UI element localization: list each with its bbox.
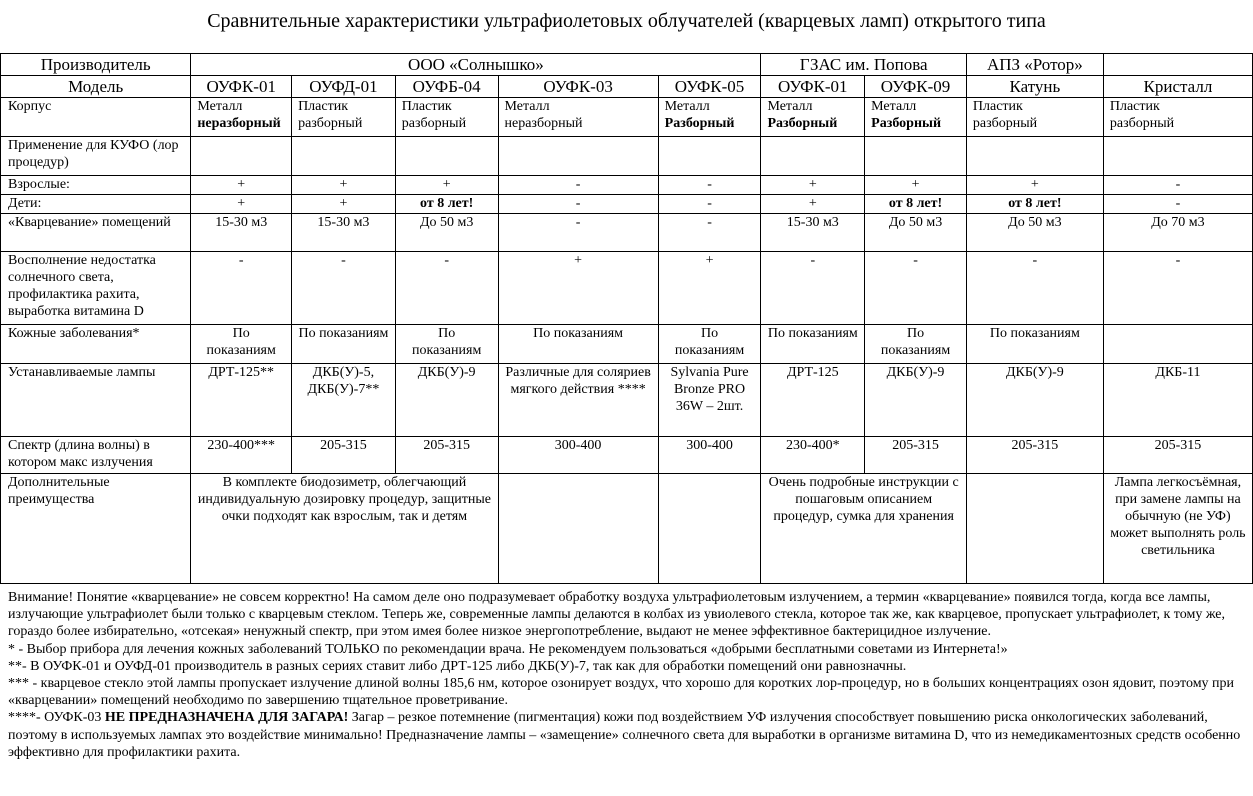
adults-cell: +: [966, 176, 1103, 195]
spectrum-cell: 300-400: [658, 437, 761, 474]
kufo-row: [1, 137, 1253, 176]
quartz-cell: 15-30 м3: [191, 214, 292, 252]
quartz-row: [1, 214, 1253, 252]
skin-row: [1, 325, 1253, 364]
adults-cell: -: [1103, 176, 1252, 195]
footnote-3: *** - кварцевое стекло этой лампы пропускает излучение длиной волны 185,6 нм, которое озонирует воздух, что хорошо для коротких лор-процедур, но в больших концентрациях озон ядовит, поэтому при «кварцевании» помещений необходимо по завершению тщательное проветривание.: [8, 676, 1235, 709]
korpus-cell: Металл Разборный: [865, 98, 967, 137]
spectrum-cell: 205-315: [865, 437, 967, 474]
model-row: [1, 76, 1253, 98]
adults-cell: +: [191, 176, 292, 195]
model-name: ОУФК-01: [191, 76, 292, 98]
quartz-cell: До 50 м3: [966, 214, 1103, 252]
children-cell: +: [292, 195, 396, 214]
korpus-cell: Пластик разборный: [1103, 98, 1252, 137]
extra-row: [1, 474, 1253, 584]
sunlight-row: [1, 252, 1253, 325]
sunlight-cell: -: [191, 252, 292, 325]
skin-cell: По показаниям: [658, 325, 761, 364]
sunlight-cell: -: [1103, 252, 1252, 325]
skin-cell: [1103, 325, 1252, 364]
manufacturer-apz-rotor: АПЗ «Ротор»: [966, 54, 1103, 76]
model-label: Модель: [1, 76, 191, 98]
lamps-cell: ДКБ(У)-5, ДКБ(У)-7**: [292, 364, 396, 437]
korpus-cell: Металл неразборный: [191, 98, 292, 137]
comparison-table: [0, 53, 1253, 584]
sunlight-cell: +: [658, 252, 761, 325]
skin-cell: По показаниям: [191, 325, 292, 364]
footnotes: [8, 589, 1248, 761]
lamps-cell: ДРТ-125**: [191, 364, 292, 437]
spectrum-cell: 300-400: [498, 437, 658, 474]
row-label: Восполнение недостатка солнечного света, профилактика рахита, выработка витамина D: [1, 252, 191, 325]
spectrum-cell: 205-315: [1103, 437, 1252, 474]
quartz-cell: 15-30 м3: [761, 214, 865, 252]
quartz-cell: До 50 м3: [865, 214, 967, 252]
lamps-cell: Sylvania Pure Bronze PRO 36W – 2шт.: [658, 364, 761, 437]
warning-note: Внимание! Понятие «кварцевание» не совсем корректно! На самом деле оно подразумевает обработку воздуха ультрафиолетовым излучением, а термин «кварцевание» появился тогда, когда все лампы, излучающие ультрафиолет были только с кварцевым стеклом. Теперь же, современные лампы делаются в колбах из увиолевого стекла, которое так же, как кварцевое, пропускает ультрафиолет, к тому же, гораздо более избирательно, «отсекая» ненужный спектр, при этом имея более низкое энергопотребление, выдают не менее эффективное бактерицидное излучение.: [8, 590, 1226, 640]
extra-solnyshko: В комплекте биодозиметр, облегчающий индивидуальную дозировку процедур, защитные очки подходят как взрослым, так и детям: [191, 474, 498, 584]
manufacturer-solnyshko: ООО «Солнышко»: [191, 54, 761, 76]
sunlight-cell: -: [761, 252, 865, 325]
quartz-cell: До 70 м3: [1103, 214, 1252, 252]
lamps-cell: ДКБ-11: [1103, 364, 1252, 437]
lamps-cell: Различные для соляриев мягкого действия ****: [498, 364, 658, 437]
model-name: ОУФБ-04: [395, 76, 498, 98]
extra-kristall: Лампа легкосъёмная, при замене лампы на обычную (не УФ) может выполнять роль светильника: [1103, 474, 1252, 584]
adults-cell: +: [865, 176, 967, 195]
row-label: Применение для КУФО (лор процедур): [1, 137, 191, 176]
footnote-2: **- В ОУФК-01 и ОУФД-01 производитель в разных сериях ставит либо ДРТ-125 либо ДКБ(У)-7, так как для обработки помещений они равнозначны.: [8, 658, 907, 674]
spectrum-cell: 230-400***: [191, 437, 292, 474]
row-label: «Кварцевание» помещений: [1, 214, 191, 252]
lamps-cell: ДКБ(У)-9: [865, 364, 967, 437]
skin-cell: По показаниям: [966, 325, 1103, 364]
korpus-cell: Пластик разборный: [966, 98, 1103, 137]
quartz-cell: 15-30 м3: [292, 214, 396, 252]
manufacturer-empty: [1103, 54, 1252, 76]
row-label: Дети:: [1, 195, 191, 214]
children-cell: от 8 лет!: [395, 195, 498, 214]
sunlight-cell: -: [865, 252, 967, 325]
row-label: Дополнительные преимущества: [1, 474, 191, 584]
row-label: Устанавливаемые лампы: [1, 364, 191, 437]
manufacturer-row: [1, 54, 1253, 76]
quartz-cell: -: [498, 214, 658, 252]
model-name: ОУФК-09: [865, 76, 967, 98]
row-label: Взрослые:: [1, 176, 191, 195]
korpus-cell: Пластик разборный: [292, 98, 396, 137]
page-title: Сравнительные характеристики ультрафиолетовых облучателей (кварцевых ламп) открытого типа: [207, 10, 1046, 32]
lamps-cell: ДРТ-125: [761, 364, 865, 437]
model-name: ОУФК-03: [498, 76, 658, 98]
manufacturer-label: Производитель: [1, 54, 191, 76]
sunlight-cell: -: [966, 252, 1103, 325]
korpus-row: [1, 98, 1253, 137]
children-cell: +: [761, 195, 865, 214]
spectrum-cell: 205-315: [966, 437, 1103, 474]
skin-cell: По показаниям: [865, 325, 967, 364]
model-name: ОУФК-01: [761, 76, 865, 98]
row-label: Кожные заболевания*: [1, 325, 191, 364]
adults-cell: +: [395, 176, 498, 195]
adults-cell: +: [292, 176, 396, 195]
model-name: Катунь: [966, 76, 1103, 98]
sunlight-cell: -: [292, 252, 396, 325]
spectrum-cell: 205-315: [395, 437, 498, 474]
row-label: Спектр (длина волны) в котором макс излучения: [1, 437, 191, 474]
children-cell: -: [658, 195, 761, 214]
children-cell: от 8 лет!: [865, 195, 967, 214]
children-row: [1, 195, 1253, 214]
lamps-cell: ДКБ(У)-9: [395, 364, 498, 437]
children-cell: -: [498, 195, 658, 214]
skin-cell: По показаниям: [395, 325, 498, 364]
footnote-1: * - Выбор прибора для лечения кожных заболеваний ТОЛЬКО по рекомендации врача. Не рекомендуем пользоваться «добрыми бесплатными советами из Интернета!»: [8, 641, 1008, 657]
children-cell: +: [191, 195, 292, 214]
adults-cell: -: [498, 176, 658, 195]
quartz-cell: -: [658, 214, 761, 252]
sunlight-cell: -: [395, 252, 498, 325]
adults-cell: +: [761, 176, 865, 195]
spectrum-row: [1, 437, 1253, 474]
skin-cell: По показаниям: [498, 325, 658, 364]
sunlight-cell: +: [498, 252, 658, 325]
skin-cell: По показаниям: [761, 325, 865, 364]
lamps-cell: ДКБ(У)-9: [966, 364, 1103, 437]
extra-popova: Очень подробные инструкции с пошаговым описанием процедур, сумка для хранения: [761, 474, 966, 584]
model-name: ОУФД-01: [292, 76, 396, 98]
children-cell: -: [1103, 195, 1252, 214]
model-name: Кристалл: [1103, 76, 1252, 98]
model-name: ОУФК-05: [658, 76, 761, 98]
korpus-cell: Пластик разборный: [395, 98, 498, 137]
spectrum-cell: 205-315: [292, 437, 396, 474]
korpus-cell: Металл Разборный: [658, 98, 761, 137]
korpus-cell: Металл Разборный: [761, 98, 865, 137]
adults-row: [1, 176, 1253, 195]
skin-cell: По показаниям: [292, 325, 396, 364]
spectrum-cell: 230-400*: [761, 437, 865, 474]
children-cell: от 8 лет!: [966, 195, 1103, 214]
quartz-cell: До 50 м3: [395, 214, 498, 252]
korpus-cell: Металл неразборный: [498, 98, 658, 137]
lamps-row: [1, 364, 1253, 437]
manufacturer-gzas-popova: ГЗАС им. Попова: [761, 54, 966, 76]
footnote-4: ****- ОУФК-03 НЕ ПРЕДНАЗНАЧЕНА ДЛЯ ЗАГАРА! Загар – резкое потемнение (пигментация) кожи под воздействием УФ излучения способствует повышению риска онкологических заболеваний, поэтому в используемых лампах это воздействие минимально! Предназначение лампы – «замещение» солнечного света для выработки в организме витамина D, что из немедикаментозных средств особенно эффективно для профилактики рахита.: [8, 710, 1241, 760]
row-label: Корпус: [1, 98, 191, 137]
adults-cell: -: [658, 176, 761, 195]
